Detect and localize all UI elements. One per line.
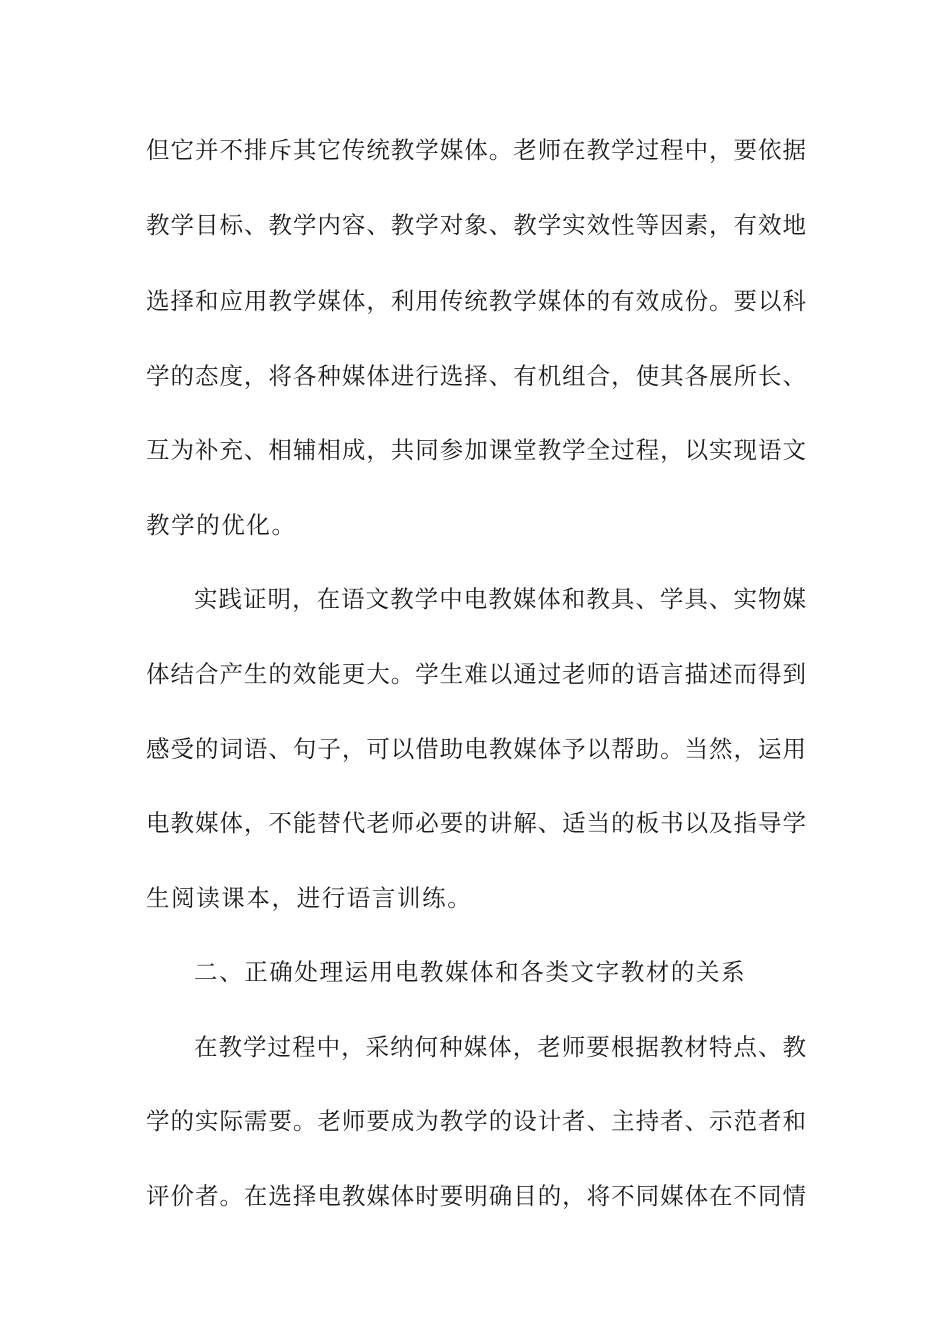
text-line: 评价者。在选择电教媒体时要明确目的，将不同媒体在不同情 [146,1182,806,1210]
text-line: 教学的优化。 [146,511,297,539]
text-line: 互为补充、相辅相成，共同参加课堂教学全过程，以实现语文 [146,436,806,464]
text-line: 生阅读课本，进行语言训练。 [146,884,473,912]
text-line: 体结合产生的效能更大。学生难以通过老师的语言描述而得到 [146,660,806,688]
paragraph-first-line: 实践证明，在语文教学中电教媒体和教具、学具、实物媒 [194,585,806,613]
paragraph-first-line: 在教学过程中，采纳何种媒体，老师要根据教材特点、教 [194,1033,806,1061]
text-line: 感受的词语、句子，可以借助电教媒体予以帮助。当然，运用 [146,735,806,763]
text-line: 电教媒体，不能替代老师必要的讲解、适当的板书以及指导学 [146,809,806,837]
text-line: 选择和应用教学媒体，利用传统教学媒体的有效成份。要以科 [146,287,806,315]
section-heading: 二、正确处理运用电教媒体和各类文字教材的关系 [194,958,747,986]
text-line: 学的实际需要。老师要成为教学的设计者、主持者、示范者和 [146,1107,806,1135]
text-line: 教学目标、教学内容、教学对象、教学实效性等因素，有效地 [146,211,806,239]
text-line: 学的态度，将各种媒体进行选择、有机组合，使其各展所长、 [146,362,806,390]
text-line: 但它并不排斥其它传统教学媒体。老师在教学过程中，要依据 [146,136,806,164]
